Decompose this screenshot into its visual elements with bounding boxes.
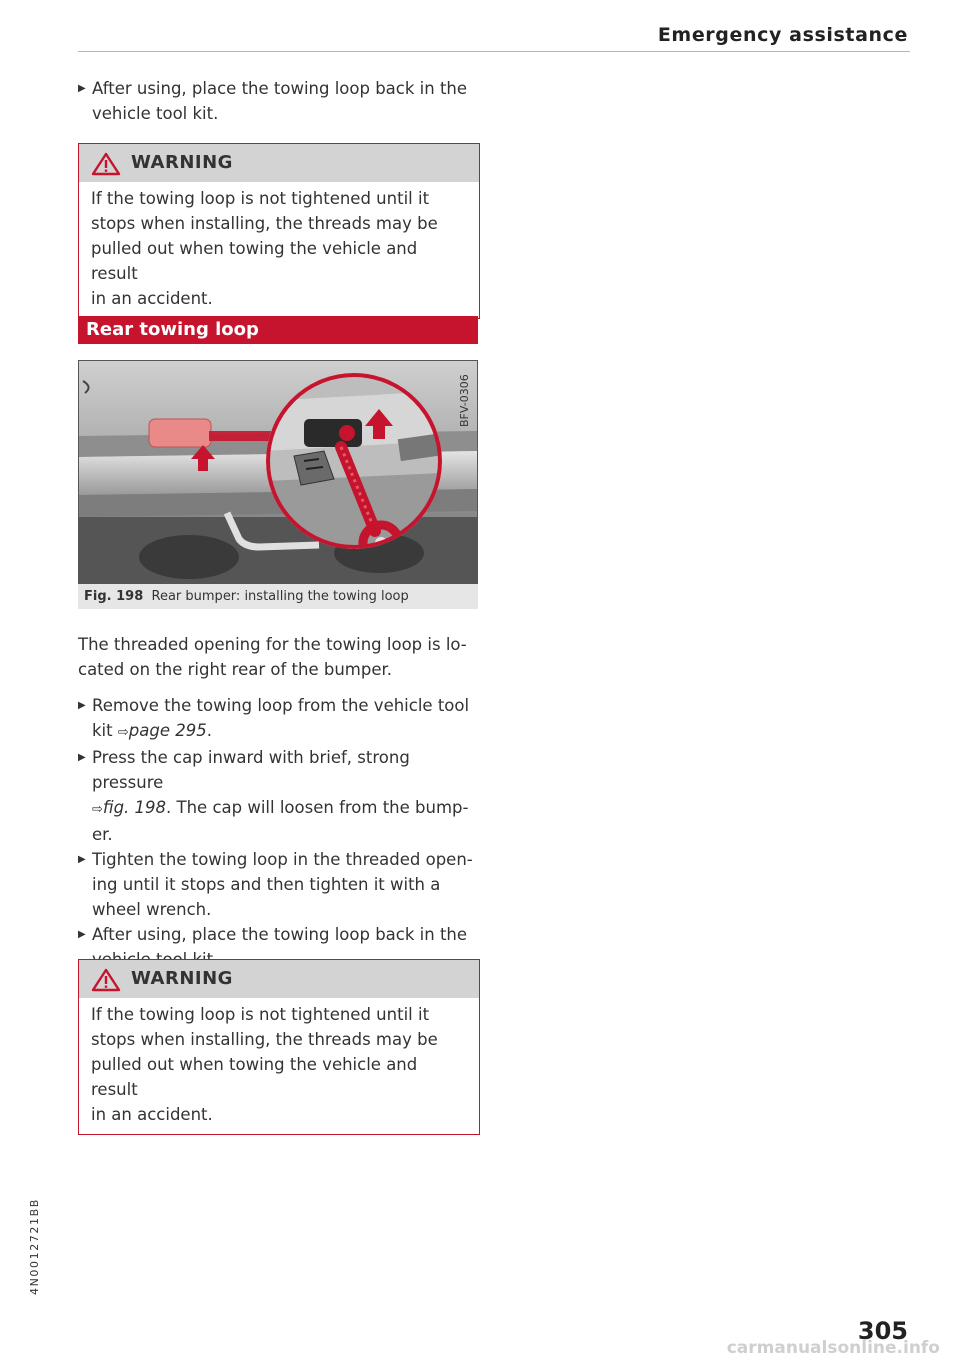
line: ing until it stops and then tighten it with a xyxy=(92,875,441,894)
warning-title: WARNING xyxy=(131,152,233,173)
figure-illustration xyxy=(78,360,478,584)
top-instruction xyxy=(78,76,478,126)
line-text: . The cap will loosen from the bump- xyxy=(166,798,469,817)
header-divider xyxy=(78,51,910,52)
figure-reference-link[interactable]: fig. 198 xyxy=(102,798,167,817)
line xyxy=(92,795,478,822)
line: pulled out when towing the vehicle and result xyxy=(91,1055,418,1099)
line: pulled out when towing the vehicle and result xyxy=(91,239,418,283)
line: wheel wrench. xyxy=(92,900,212,919)
warning-triangle-icon xyxy=(91,968,121,992)
line: ▶ Press the cap inward with brief, strong pressure xyxy=(92,748,410,792)
line: ▶ After using, place the towing loop back in the xyxy=(92,925,468,944)
page-reference-link[interactable]: page 295 xyxy=(128,721,207,740)
warning-box xyxy=(78,143,480,319)
line: stops when installing, the threads may be xyxy=(91,1030,438,1049)
step-list xyxy=(78,693,478,972)
line: stops when installing, the threads may be xyxy=(91,214,438,233)
reference-arrow-icon: ⇨ xyxy=(92,802,103,817)
line: If the towing loop is not tightened until it xyxy=(91,189,430,208)
bumper-illustration xyxy=(79,361,477,583)
warning-text xyxy=(79,182,479,318)
warning-text xyxy=(79,998,479,1134)
line: cated on the right rear of the bumper. xyxy=(78,660,392,679)
line xyxy=(92,718,478,745)
line: ▶ Remove the towing loop from the vehicle tool xyxy=(92,696,470,715)
warning-box xyxy=(78,959,480,1135)
intro-paragraph xyxy=(78,632,478,682)
list-item xyxy=(78,745,478,847)
list-item xyxy=(78,76,478,126)
line-text: kit xyxy=(92,721,118,740)
caption-text: Rear bumper: installing the towing loop xyxy=(151,589,409,604)
figure xyxy=(78,360,478,609)
warning-title: WARNING xyxy=(131,968,233,989)
line: in an accident. xyxy=(91,1105,213,1124)
watermark: carmanualsonline.info xyxy=(726,1338,940,1358)
document-code: 4N0012721BB xyxy=(28,1198,41,1295)
line: in an accident. xyxy=(91,289,213,308)
warning-triangle-icon xyxy=(91,152,121,176)
running-header: Emergency assistance xyxy=(657,24,908,46)
page-number: 305 xyxy=(857,1317,908,1345)
figure-caption xyxy=(78,584,478,609)
line: er. xyxy=(92,825,113,844)
list-item xyxy=(78,847,478,922)
line: If the towing loop is not tightened until it xyxy=(91,1005,430,1024)
line: ▶ Tighten the towing loop in the threaded open- xyxy=(92,850,473,869)
warning-header xyxy=(79,144,479,182)
section-title: Rear towing loop xyxy=(86,319,259,340)
line: The threaded opening for the towing loop is lo- xyxy=(78,635,467,654)
line: vehicle tool kit. xyxy=(92,104,219,123)
section-heading xyxy=(78,316,478,344)
caption-label: Fig. 198 xyxy=(84,589,144,604)
reference-arrow-icon: ⇨ xyxy=(117,725,129,740)
figure-code: BFV-0306 xyxy=(458,374,471,427)
list-item xyxy=(78,693,478,745)
warning-header xyxy=(79,960,479,998)
line: ▶ After using, place the towing loop back in the xyxy=(92,79,468,98)
line-text: . xyxy=(206,721,212,740)
